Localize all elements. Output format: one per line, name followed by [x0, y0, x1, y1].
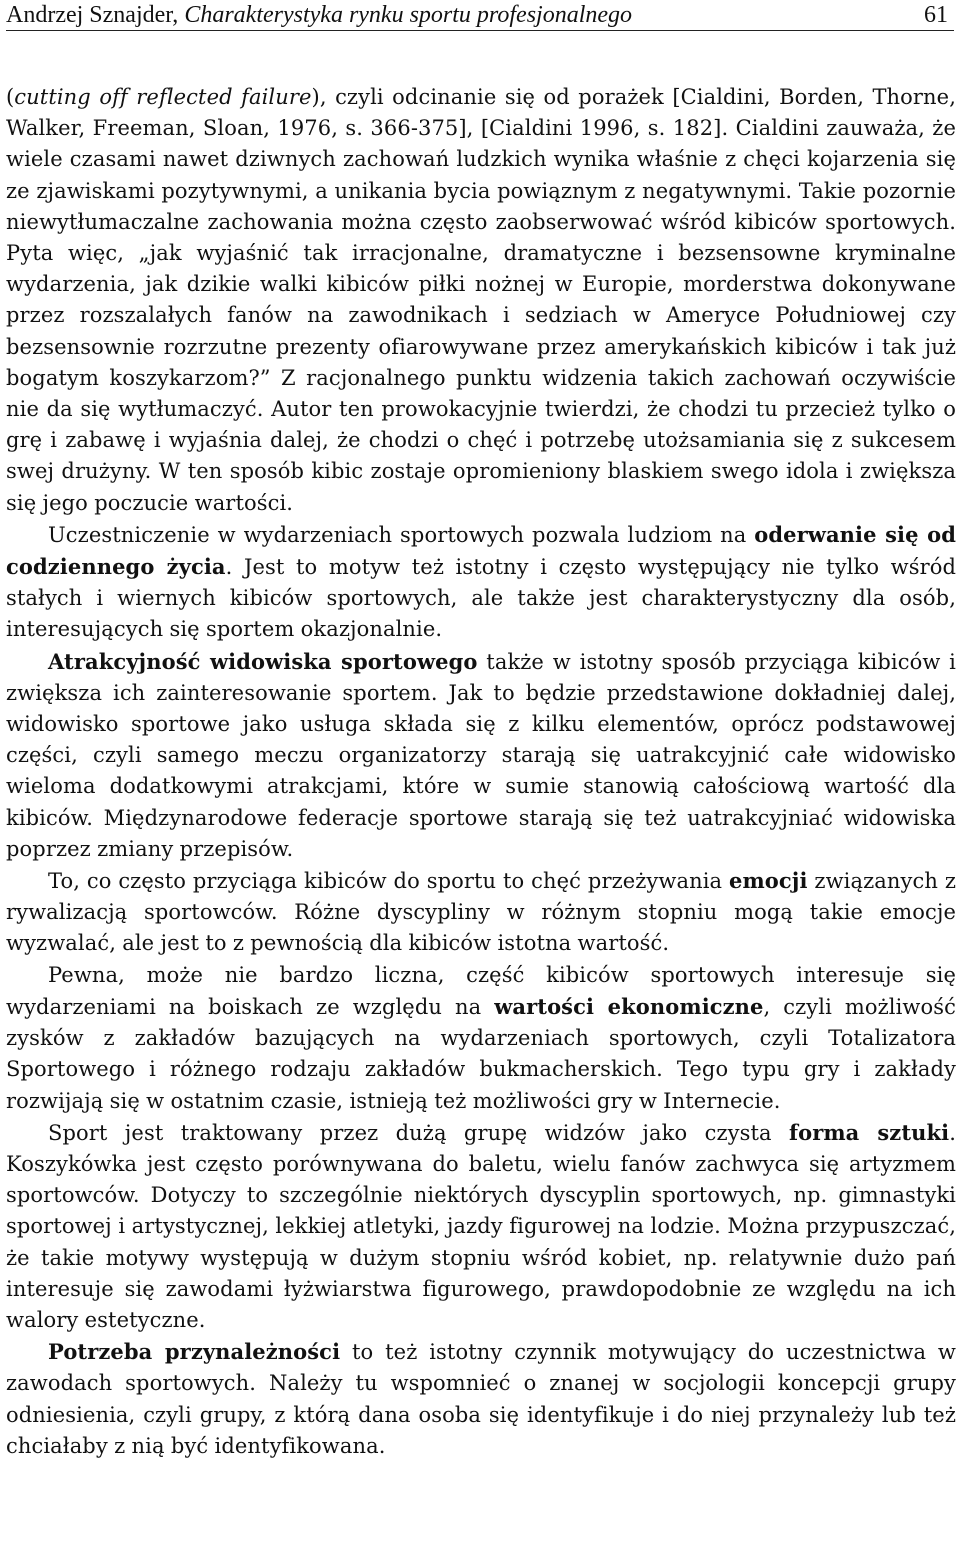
segment: , czyli możliwość zysków z zakładów bazujących na wydarzeniach sportowych, czyli Totalizatora Sportowego i różnego rodzaju zakładów bukmacherskich. Tego typu gry i zakłady rozwijają się w ostatnim czasie, istnieją też możliwości gry w Internecie. — [6, 994, 956, 1113]
segment-bold: oderwanie się od codziennego życia — [6, 521, 956, 580]
page-number: 61 — [924, 2, 948, 28]
segment: Uczestniczenie w wydarzeniach sportowych pozwala ludziom na — [48, 522, 755, 547]
body-text — [6, 82, 956, 1462]
segment: to też istotny czynnik motywujący do uczestnictwa w zawodach sportowych. Należy tu wspomnieć o znanej w socjologii koncepcji grupy odniesienia, czyli grupy, z którą dana osoba się identyfikuje i do niej przynależy lub też chciałaby z nią być identyfikowana. — [6, 1340, 956, 1458]
segment: Pewna, może nie bardzo liczna, część kibiców sportowych interesuje się wydarzeniami na boiskach ze względu na — [6, 962, 956, 1019]
paragraph-3 — [6, 646, 956, 865]
paragraph-1 — [6, 82, 956, 519]
paragraph-6 — [6, 1117, 956, 1336]
header-author: Andrzej Sznajder, — [6, 2, 185, 28]
running-header — [6, 0, 954, 31]
segment: . Koszykówka jest często porównywana do baletu, wielu fanów zachwyca się artyzmem sportowców. Dotyczy to szczególnie niektórych dyscyplin sportowych, np. gimnastyki sportowej i artystycznej, lekkiej atletyki, jazdy figurowej na lodzie. Można przypuszczać, że takie motywy występują w dużym stopniu wśród kobiet, np. relatywnie dużo pań interesuje się zawodami łyżwiarstwa figurowego, prawdopodobnie ze względu na ich walory estetyczne. — [6, 1120, 956, 1332]
paragraph-7 — [6, 1336, 956, 1462]
segment: . Jest to motyw też istotny i często występujący nie tylko wśród stałych i wiernych kibiców sportowych, ale także jest charakterystyczny dla osób, interesujących się sportem okazjonalnie. — [6, 555, 957, 642]
header-title: Charakterystyka rynku sportu profesjonalnego — [184, 2, 633, 28]
paragraph-5 — [6, 960, 956, 1117]
segment-bold: Atrakcyjność widowiska sportowego — [48, 648, 478, 674]
segment-bold: wartości ekonomiczne — [494, 993, 764, 1019]
segment: ), czyli odcinanie się od porażek [Cialdini, Borden, Thorne, Walker, Freeman, Sloan, 1976, s. 366-375], [Cialdini 1996, s. 182]. Cialdini zauważa, że wiele czasami nawet dziwnych zachowań ludzkich wynika właśnie z chęci kojarzenia się ze zjawiskami pozytywnymi, a unikania bycia powiąznym z negatywnymi. Takie pozornie niewytłumaczalne zachowania można często zaobserwować wśród kibiców sportowych. Pyta więc, „jak wyjaśnić tak irracjonalne, dramatyczne i bezsensowne kryminalne wydarzenia, jak dzikie walki kibiców piłki nożnej w Europie, morderstwa dokonywane przez rozszalałych fanów na zawodnikach i sedziach w Ameryce Południowej czy bezsensownie rozrzutne prezenty ofiarowywane przez amerykańskich kibiców i tak już bogatym koszykarzom?” Z racjonalnego punktu widzenia takich zachowań oczywiście nie da się wytłumaczyć. Autor ten prowokacyjnie twierdzi, że chodzi tu przecież tylko o grę i zabawę i wyjaśnia dalej, że chodzi o chęć i potrzebę utożsamiania się z sukcesem swej drużyny. W ten sposób kibic zostaje opromieniony blaskiem swego idola i zwiększa się jego poczucie wartości. — [6, 85, 956, 515]
segment-bold: forma sztuki — [788, 1119, 950, 1145]
paragraph-2 — [6, 519, 956, 646]
segment: Sport jest traktowany przez dużą grupę widzów jako czysta — [48, 1120, 789, 1145]
segment-italic: cutting off reflected failure — [14, 85, 312, 109]
paragraph-4 — [6, 865, 956, 960]
header-citation — [6, 0, 632, 30]
segment-bold: emocji — [729, 868, 808, 894]
segment: ( — [6, 85, 15, 109]
segment-bold: Potrzeba przynależności — [48, 1339, 341, 1365]
segment: To, co często przyciąga kibiców do sportu to chęć przeżywania — [48, 869, 730, 894]
segment: związanych z rywalizacją sportowców. Różne dyscypliny w różnym stopniu mogą takie emocje wyzwalać, ale jest to z pewnością dla kibiców istotna wartość. — [6, 869, 956, 956]
segment: także w istotny sposób przyciąga kibiców i zwiększa ich zainteresowanie sportem. Jak to będzie przedstawione dokładniej dalej, widowisko sportowe jako usługa składa się z kilku elementów, oprócz podstawowej części, czyli samego meczu organizatorzy starają się uatrakcyjnić całe widowisko wieloma dodatkowymi atrakcjami, które w sumie stanowią całościową wartość dla kibiców. Międzynarodowe federacje sportowe starają się też uatrakcyjniać widowiska poprzez zmiany przepisów. — [6, 649, 957, 861]
